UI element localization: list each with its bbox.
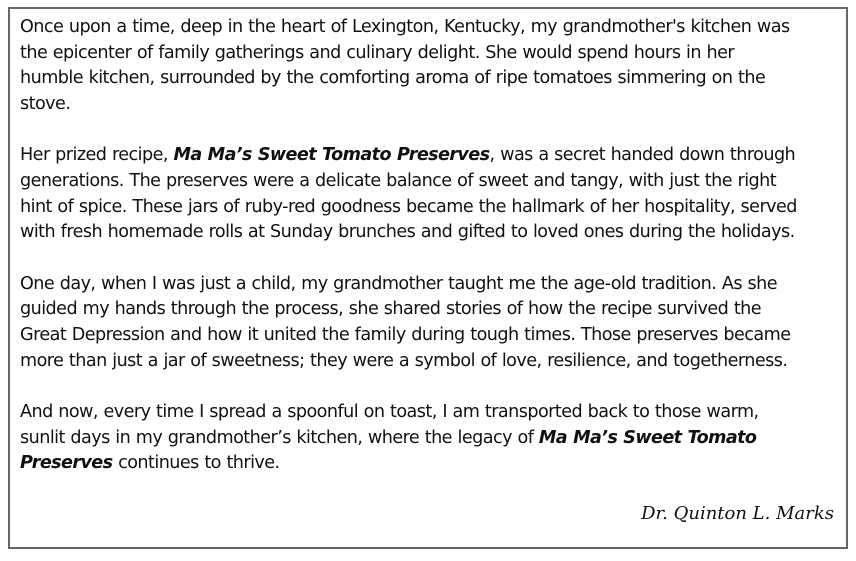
paragraph-4 [20,400,846,477]
paragraph-1 [20,15,846,118]
paragraph-4-text-end: continues to thrive. [112,453,280,474]
paragraph-3-text: One day, when I was just a child, my grandmother taught me the age-old tradition. As she guided my hands through the process, she shared stories of how the recipe survived the Great Depression and how it united the family during tough times. Those preserves became more than just a jar of sweetness; they were a symbol of love, resilience, and togetherness. [20,273,791,371]
paragraph-2-text-end: , was a secret handed down through generations. The preserves were a delicate balance of sweet and tangy, with just the right hint of spice. These jars of ruby-red goodness became the hallmark of her hospitality, served with fresh homemade rolls at Sunday brunches and gifted to loved ones during the holidays. [20,145,797,243]
paragraph-2 [20,143,846,246]
paragraph-3 [20,272,846,375]
paragraph-2-text-start: Her prized recipe, [20,145,174,166]
story-text [20,15,846,503]
recipe-name: Ma Ma’s Sweet Tomato Preserves [173,145,490,166]
author-signature: Dr. Quinton L. Marks [641,503,834,524]
recipe-name: Ma Ma’s Sweet Tomato Preserves [20,427,757,474]
paragraph-4-text-start: And now, every time I spread a spoonful on toast, I am transported back to those warm, sunlit days in my grandmother’s kitchen, where the legacy of [20,401,759,448]
story-card [8,7,848,549]
paragraph-1-text: Once upon a time, deep in the heart of Lexington, Kentucky, my grandmother's kitchen was the epicenter of family gatherings and culinary delight. She would spend hours in her humble kitchen, surrounded by the comforting aroma of ripe tomatoes simmering on the stove. [20,17,790,115]
